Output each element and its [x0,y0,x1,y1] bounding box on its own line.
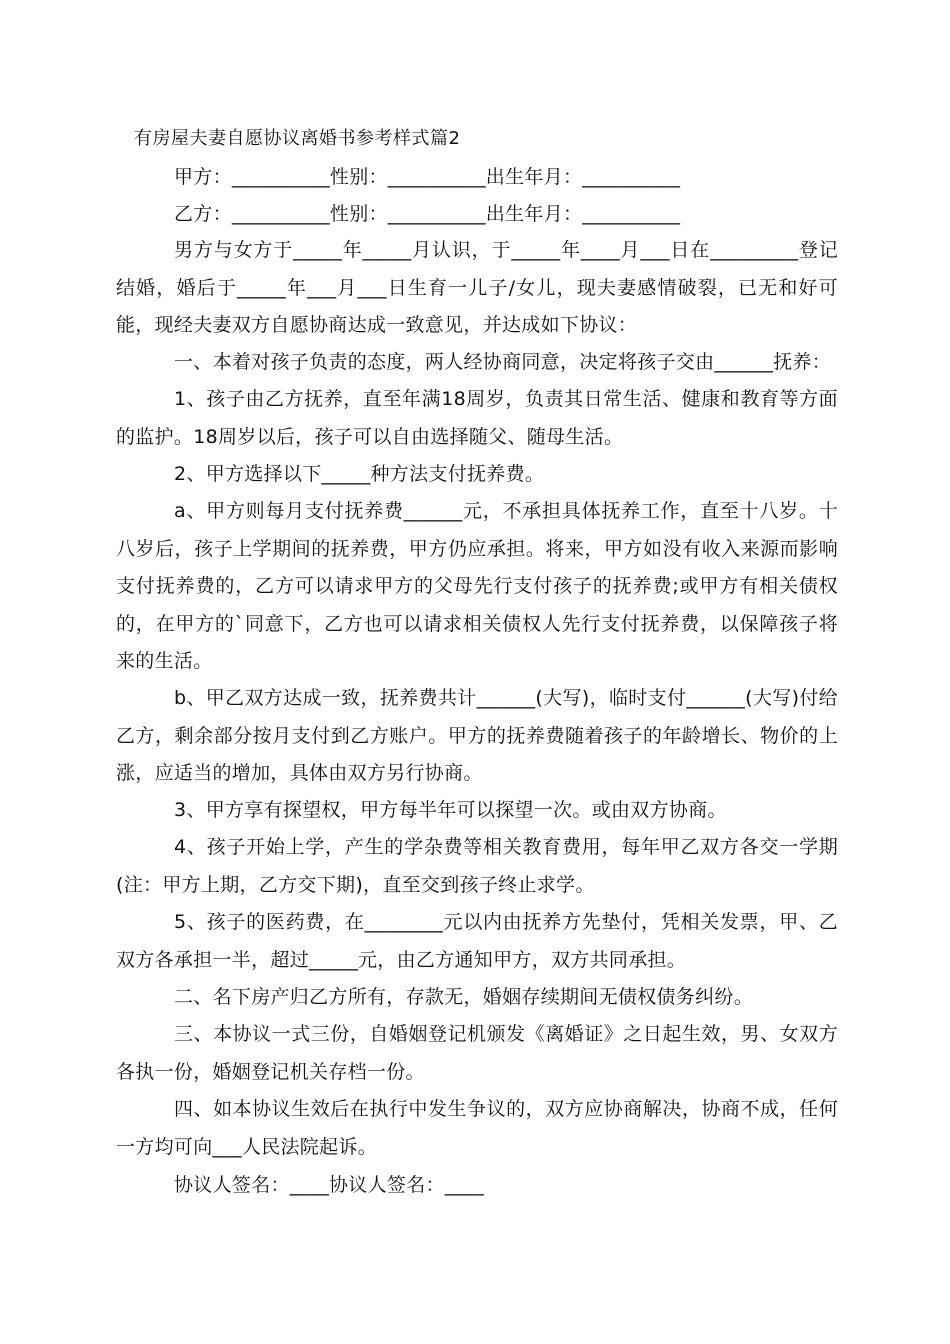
clause-1-4: 4、孩子开始上学，产生的学杂费等相关教育费用，每年甲乙双方各交一学期(注：甲方上期，乙方交下期)，直至交到孩子终止求学。 [116,836,838,896]
clause-1-2-a: a、甲方则每月支付抚养费______元，不承担具体抚养工作，直至十八岁。十八岁后，孩子上学期间的抚养费，甲方仍应承担。将来，甲方如没有收入来源而影响支付抚养费的，乙方可以请求甲方的父母先行支付孩子的抚养费;或甲方有相关债权的，在甲方的`同意下，乙方也可以请求相关债权人先行支付抚养费，以保障孩子将来的生活。 [116,500,838,672]
clause-3: 三、本协议一式三份，自婚姻登记机颁发《离婚证》之日起生效，男、女双方各执一份，婚姻登记机关存档一份。 [116,1023,838,1083]
clause-1-2-b: b、甲乙双方达成一致，抚养费共计______(大写)，临时支付______(大写)付给乙方，剩余部分按月支付到乙方账户。甲方的抚养费随着孩子的年龄增长、物价的上涨，应适当的增加，具体由双方另行协商。 [116,687,838,784]
clause-4: 四、如本协议生效后在执行中发生争议的，双方应协商解决，协商不成，任何一方均可向___人民法院起诉。 [116,1098,838,1158]
clause-1-3: 3、甲方享有探望权，甲方每半年可以探望一次。或由双方协商。 [174,799,727,821]
signature-line: 协议人签名：____协议人签名：____ [174,1174,485,1196]
clause-1-1: 1、孩子由乙方抚养，直至年满18周岁，负责其日常生活、健康和教育等方面的监护。18周岁以后，孩子可以自由选择随父、随母生活。 [116,388,838,448]
party-b-line: 乙方：__________性别：__________出生年月：__________ [174,203,681,225]
intro-paragraph: 男方与女方于_____年_____月认识，于_____年____月___日在_________登记结婚，婚后于_____年___月___日生育一儿子/女儿，现夫妻感情破裂，已无和好可能，现经夫妻双方自愿协商达成一致意见，并达成如下协议： [116,239,838,336]
clause-1-2: 2、甲方选择以下_____种方法支付抚养费。 [174,463,545,485]
document-title: 有房屋夫妻自愿协议离婚书参考样式篇2 [134,128,461,149]
clause-1: 一、本着对孩子负责的态度，两人经协商同意，决定将孩子交由______抚养： [174,351,832,373]
clause-1-5: 5、孩子的医药费，在________元以内由抚养方先垫付，凭相关发票，甲、乙双方各承担一半，超过_____元，由乙方通知甲方，双方共同承担。 [116,911,838,971]
clause-2: 二、名下房产归乙方所有，存款无，婚姻存续期间无债权债务纠纷。 [174,986,754,1008]
party-a-line: 甲方：__________性别：__________出生年月：__________ [174,166,681,188]
